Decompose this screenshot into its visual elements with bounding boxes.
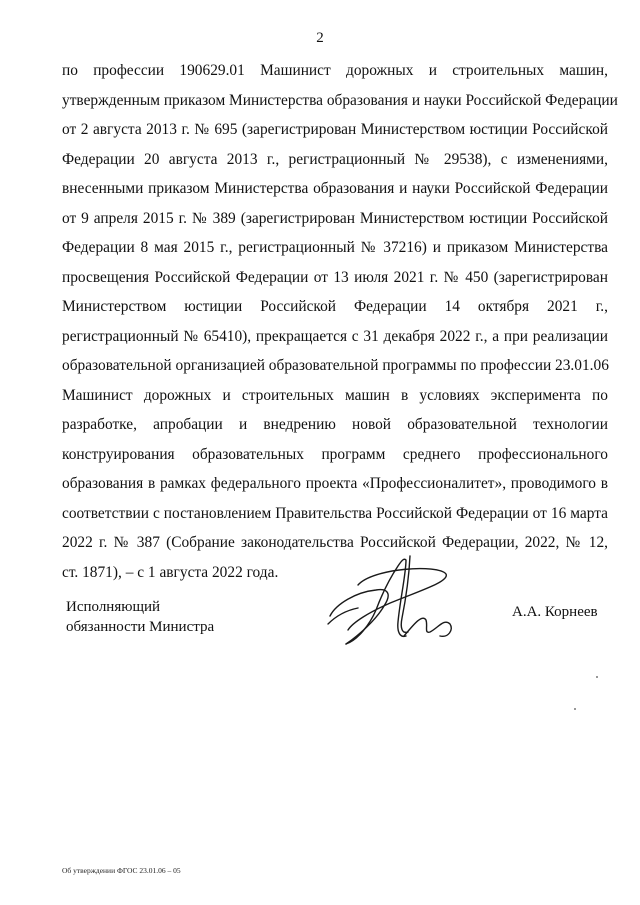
page-number: 2 bbox=[316, 30, 324, 46]
text-line: от 2 августа 2013 г. № 695 (зарегистрирован Министерством юстиции Российской bbox=[62, 121, 608, 138]
text-line: соответствии с постановлением Правительства Российской Федерации от 16 марта bbox=[62, 504, 608, 522]
text-line: по профессии 190629.01 Машинист дорожных и строительных машин, bbox=[62, 62, 608, 79]
text-line: Машинист дорожных и строительных машин в условиях эксперимента по bbox=[62, 386, 608, 404]
text-line: образования в рамках федерального проекта «Профессионалитет», проводимого в bbox=[62, 475, 608, 492]
text-line: разработке, апробации и внедрению новой образовательной технологии bbox=[62, 416, 608, 433]
position-line-2: обязанности Министра bbox=[66, 619, 215, 635]
body-text bbox=[62, 56, 618, 587]
signatory-position bbox=[66, 597, 214, 637]
text-line: утвержденным приказом Министерства образования и науки Российской Федерации bbox=[62, 91, 618, 109]
text-line: Федерации 20 августа 2013 г., регистрационный № 29538), с изменениями, bbox=[62, 150, 608, 168]
text-line: Федерации 8 мая 2015 г., регистрационный № 37216) и приказом Министерства bbox=[62, 239, 608, 256]
text-line: ст. 1871), – с 1 августа 2022 года. bbox=[62, 563, 279, 581]
text-line: конструирования образовательных программ среднего профессионального bbox=[62, 445, 608, 463]
text-line: Министерством юстиции Российской Федерации 14 октября 2021 г., bbox=[62, 298, 608, 315]
scan-speck bbox=[574, 708, 576, 710]
text-line: внесенными приказом Министерства образования и науки Российской Федерации bbox=[62, 180, 608, 197]
handwritten-signature-icon bbox=[318, 552, 468, 652]
text-line: образовательной организацией образовательной программы по профессии 23.01.06 bbox=[62, 357, 609, 374]
position-line-1: Исполняющий bbox=[66, 599, 161, 615]
text-line: просвещения Российской Федерации от 13 июля 2021 г. № 450 (зарегистрирован bbox=[62, 268, 608, 286]
text-line: регистрационный № 65410), прекращается с 31 декабря 2022 г., а при реализации bbox=[62, 327, 608, 345]
scan-speck bbox=[596, 676, 598, 678]
text-line: от 9 апреля 2015 г. № 389 (зарегистрирован Министерством юстиции Российской bbox=[62, 209, 608, 227]
signatory-name: А.А. Корнеев bbox=[512, 604, 598, 620]
text-line: 2022 г. № 387 (Собрание законодательства Российской Федерации, 2022, № 12, bbox=[62, 534, 608, 551]
footer-note: Об утверждении ФГОС 23.01.06 – 05 bbox=[62, 866, 181, 875]
